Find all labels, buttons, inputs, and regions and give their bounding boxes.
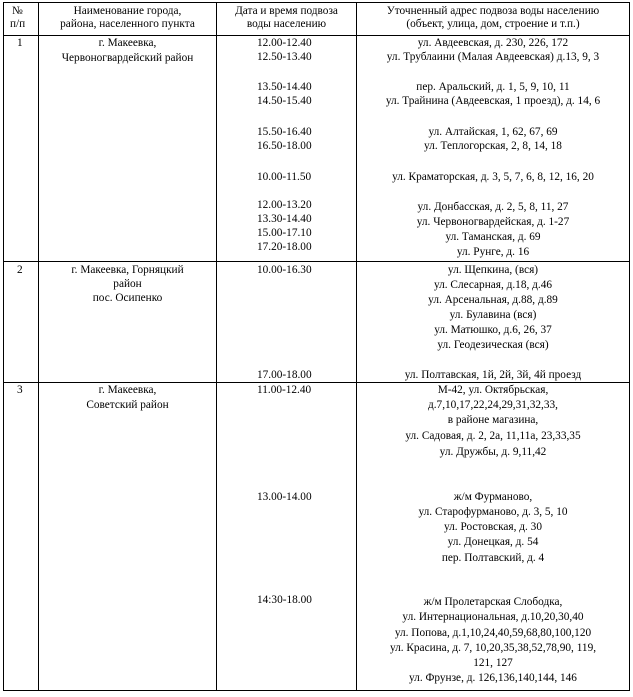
row-3-address-10: пер. Полтавский, д. 4 (441, 552, 545, 564)
row-1-address-4: ул. Трайнина (Авдеевская, 1 проезд), д. 14, 6 (385, 95, 601, 107)
row-1-time-7: 10.00-11.50 (257, 171, 312, 183)
row-2-address-5: ул. Матюшко, д.6, 26, 37 (434, 324, 552, 336)
row-1-time-5: 15.50-16.40 (257, 126, 312, 138)
row-1-address-6: ул. Теплогорская, 2, 8, 14, 18 (424, 140, 562, 152)
row-1-city-line-1: г. Макеевка, (98, 37, 157, 49)
row-1-address-10: ул. Таманская, д. 69 (445, 231, 541, 243)
column-divider-2 (216, 2, 217, 691)
row-1-address-7: ул. Краматорская, д. 3, 5, 7, 6, 8, 12, 16, 20 (392, 171, 594, 183)
row-1-address-11: ул. Рунге, д. 16 (456, 246, 530, 258)
header-city-line-1: Наименование города, (73, 5, 182, 17)
row-3-address-4: ул. Садовая, д. 2, 2а, 11,11а, 23,33,35 (405, 430, 581, 442)
table-border-top (3, 2, 630, 3)
row-3-address-3: в районе магазина, (447, 414, 539, 426)
header-num-line-2: п/п (10, 18, 26, 30)
row-3-number: 3 (17, 384, 23, 396)
row-1-address-5: ул. Алтайская, 1, 62, 67, 69 (428, 126, 558, 138)
row-2-time-1: 10.00-16.30 (257, 264, 312, 276)
row-1-time-3: 13.50-14.40 (257, 81, 312, 93)
row-divider-2 (3, 382, 630, 383)
header-address-line-2: (объект, улица, дом, строение и т.п.) (406, 18, 580, 30)
row-3-address-16: ул. Фрунзе, д. 126,136,140,144, 146 (409, 672, 577, 684)
row-1-time-11: 17.20-18.00 (257, 241, 312, 253)
row-2-address-2: ул. Слесарная, д.18, д.46 (433, 279, 552, 291)
header-divider (3, 35, 630, 36)
row-3-address-5: ул. Дружбы, д. 9,11,42 (439, 446, 547, 458)
row-3-address-7: ул. Старофурманово, д. 3, 5, 10 (418, 506, 568, 518)
row-1-address-9: ул. Червоногвардейская, д. 1-27 (416, 216, 570, 228)
row-2-address-4: ул. Булавина (вся) (449, 309, 537, 321)
table-border-right (629, 2, 630, 691)
header-time-line-2: воды населению (246, 18, 327, 30)
row-3-address-2: д.7,10,17,22,24,29,31,32,33, (427, 399, 558, 411)
row-2-number: 2 (17, 264, 23, 276)
row-3-address-11: ж/м Пролетарская Слободка, (423, 596, 563, 608)
header-time-line-1: Дата и время подвоза (235, 5, 338, 17)
row-1-time-6: 16.50-18.00 (257, 140, 312, 152)
row-2-city-line-2: район (113, 278, 142, 290)
row-3-address-1: М-42, ул. Октябрьская, (437, 384, 549, 396)
row-divider-1 (3, 261, 630, 262)
row-2-city-line-3: пос. Осипенко (92, 292, 163, 304)
header-city-line-2: района, населенного пункта (60, 18, 195, 30)
row-3-address-13: ул. Попова, д.1,10,24,40,59,68,80,100,120 (394, 627, 592, 639)
table-border-bottom (3, 690, 630, 691)
row-3-time-1: 11.00-12.40 (257, 384, 312, 396)
row-3-address-12: ул. Интернациональная, д.10,20,30,40 (402, 611, 584, 623)
row-3-address-8: ул. Ростовская, д. 30 (444, 521, 542, 533)
row-1-address-3: пер. Аральский, д. 1, 5, 9, 10, 11 (416, 81, 570, 93)
row-3-address-6: ж/м Фурманово, (453, 491, 533, 503)
row-1-time-4: 14.50-15.40 (257, 95, 312, 107)
row-2-address-1: ул. Щепкина, (вся) (447, 264, 539, 276)
table-border-left (3, 2, 4, 691)
header-address-line-1: Уточненный адрес подвоза воды населению (386, 5, 600, 17)
row-2-time-2: 17.00-18.00 (257, 369, 312, 381)
row-3-address-14: ул. Красина, д. 7, 10,20,35,38,52,78,90, 119, (389, 642, 597, 654)
row-3-city-line-2: Советский район (86, 399, 169, 411)
row-1-address-2: ул. Трублаини (Малая Авдеевская) д.13, 9, 3 (386, 51, 600, 63)
row-2-address-7: ул. Полтавская, 1й, 2й, 3й, 4й проезд (404, 369, 582, 381)
row-1-time-10: 15.00-17.10 (257, 227, 312, 239)
row-3-city-line-1: г. Макеевка, (98, 384, 157, 396)
header-num-line-1: № (12, 5, 23, 17)
row-1-address-8: ул. Донбасская, д. 2, 5, 8, 11, 27 (417, 201, 569, 213)
row-3-address-9: ул. Донецкая, д. 54 (447, 536, 539, 548)
row-1-time-1: 12.00-12.40 (257, 37, 312, 49)
row-1-city-line-2: Червоногвардейский район (61, 52, 194, 64)
row-3-time-2: 13.00-14.00 (257, 491, 312, 503)
row-3-time-3: 14:30-18.00 (257, 594, 312, 606)
row-1-address-1: ул. Авдеевская, д. 230, 226, 172 (417, 37, 569, 49)
row-3-address-15: 121, 127 (473, 657, 513, 669)
column-divider-1 (38, 2, 39, 691)
row-2-address-6: ул. Геодезическая (вся) (437, 339, 549, 351)
row-1-number: 1 (17, 37, 23, 49)
row-1-time-2: 12.50-13.40 (257, 51, 312, 63)
row-1-time-8: 12.00-13.20 (257, 199, 312, 211)
row-1-time-9: 13.30-14.40 (257, 213, 312, 225)
row-2-city-line-1: г. Макеевка, Горняцкий (71, 264, 184, 276)
row-2-address-3: ул. Арсенальная, д.88, д.89 (428, 294, 558, 306)
